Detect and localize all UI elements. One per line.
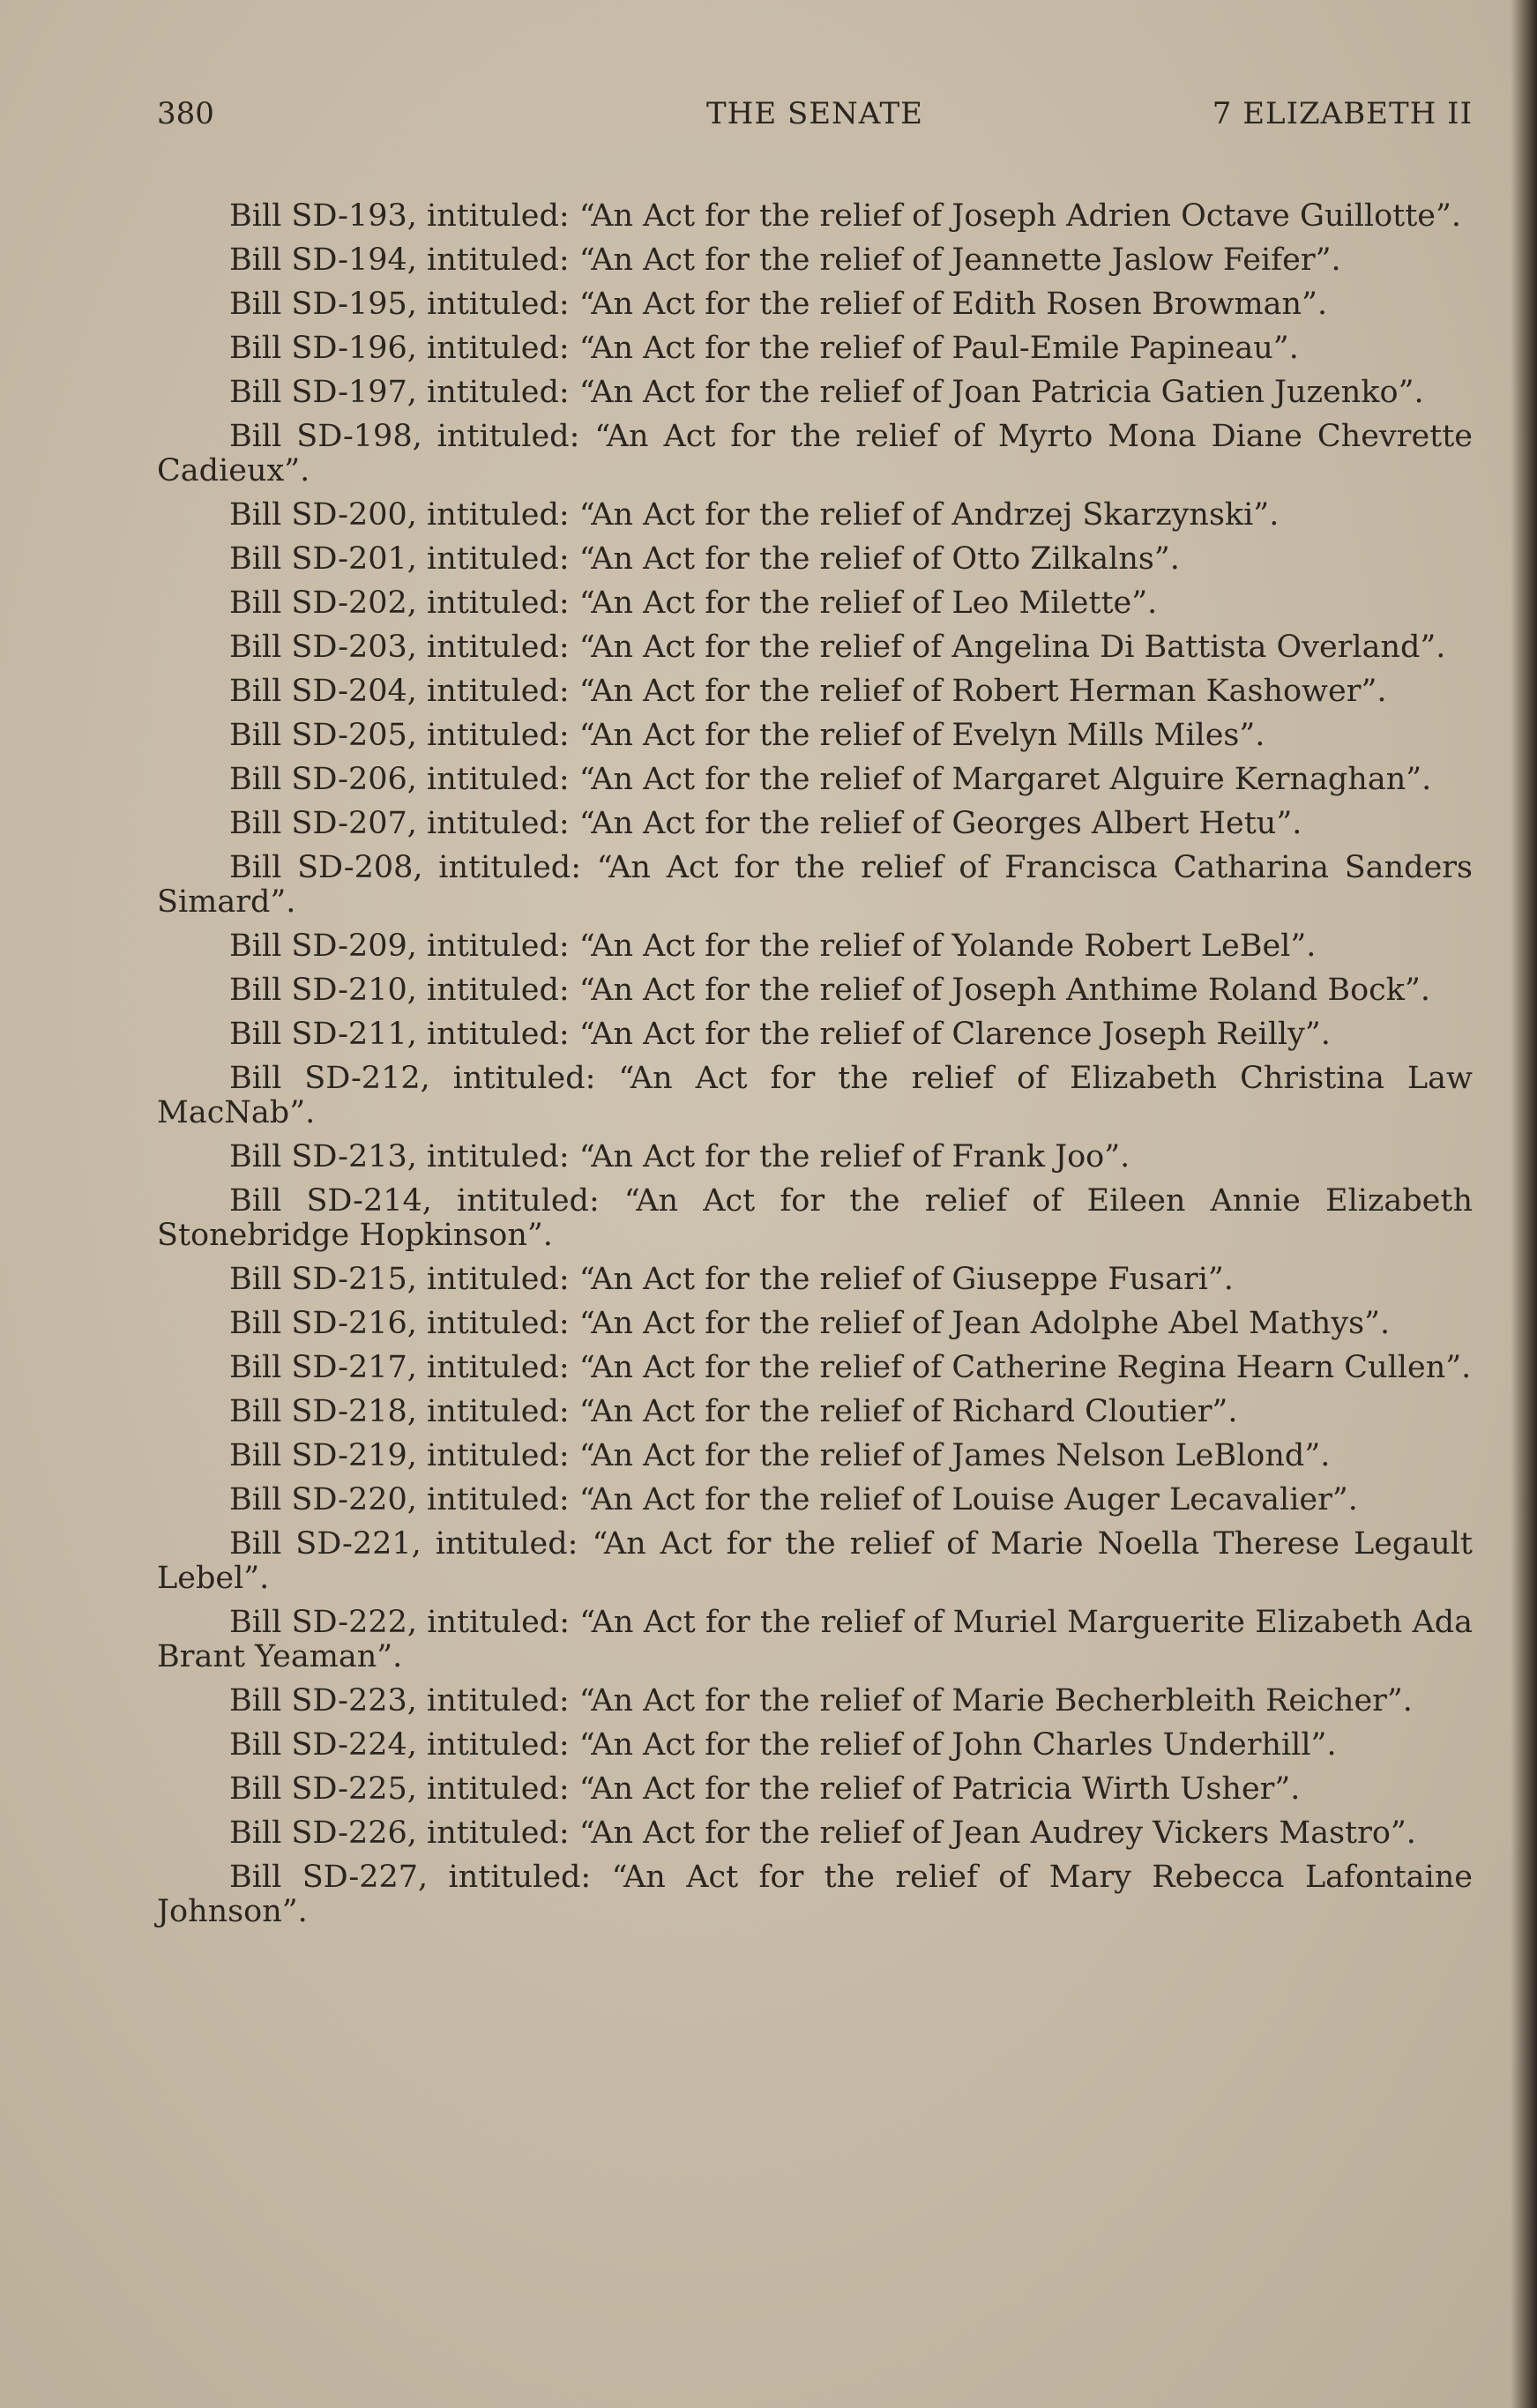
bill-entry: Bill SD-193, intituled: “An Act for the relief of Joseph Adrien Octave Guillotte”. [229,198,1462,234]
bill-entry: Bill SD-197, intituled: “An Act for the relief of Joan Patricia Gatien Juzenko”. [229,375,1424,410]
bill-entry: Bill SD-227, intituled: “An Act for the relief of Mary Rebecca Lafontaine Johnson”. [157,1860,1473,1929]
bill-entry: Bill SD-200, intituled: “An Act for the relief of Andrzej Skarzynski”. [229,497,1280,533]
bill-entry: Bill SD-216, intituled: “An Act for the relief of Jean Adolphe Abel Mathys”. [229,1306,1391,1341]
bill-entry: Bill SD-225, intituled: “An Act for the relief of Patricia Wirth Usher”. [229,1771,1301,1807]
bill-entry: Bill SD-220, intituled: “An Act for the relief of Louise Auger Lecavalier”. [229,1482,1358,1517]
bill-entry: Bill SD-208, intituled: “An Act for the relief of Francisca Catharina Sanders Simard”. [157,850,1473,920]
bill-entry: Bill SD-201, intituled: “An Act for the relief of Otto Zilkalns”. [229,541,1180,577]
bill-entry: Bill SD-226, intituled: “An Act for the relief of Jean Audrey Vickers Mastro”. [229,1815,1416,1851]
page-binding-edge [1511,0,1537,2408]
page-number: 380 [157,96,214,131]
bill-entry: Bill SD-221, intituled: “An Act for the relief of Marie Noella Therese Legault Lebel”. [157,1526,1473,1596]
bill-entry: Bill SD-195, intituled: “An Act for the relief of Edith Rosen Browman”. [229,287,1328,322]
bill-entry: Bill SD-209, intituled: “An Act for the relief of Yolande Robert LeBel”. [229,928,1317,964]
bill-entry: Bill SD-219, intituled: “An Act for the relief of James Nelson LeBlond”. [229,1438,1331,1473]
bill-entry: Bill SD-210, intituled: “An Act for the relief of Joseph Anthime Roland Bock”. [229,973,1430,1008]
page-header-title: THE SENATE [705,96,923,131]
bill-entry: Bill SD-207, intituled: “An Act for the relief of Georges Albert Hetu”. [229,806,1302,841]
bill-entry: Bill SD-196, intituled: “An Act for the relief of Paul-Emile Papineau”. [229,331,1299,366]
bill-entry: Bill SD-222, intituled: “An Act for the relief of Muriel Marguerite Elizabeth Ada Brant Yeaman”. [157,1605,1473,1674]
bill-entry: Bill SD-214, intituled: “An Act for the relief of Eileen Annie Elizabeth Stonebridge Hopkinson”. [157,1183,1473,1253]
bill-entry: Bill SD-218, intituled: “An Act for the relief of Richard Cloutier”. [229,1394,1238,1429]
bill-entry: Bill SD-198, intituled: “An Act for the relief of Myrto Mona Diane Chevrette Cadieux”. [157,419,1473,488]
bill-entry: Bill SD-204, intituled: “An Act for the relief of Robert Herman Kashower”. [229,674,1387,709]
bill-entry: Bill SD-223, intituled: “An Act for the relief of Marie Becherbleith Reicher”. [229,1683,1413,1718]
bill-entry: Bill SD-212, intituled: “An Act for the relief of Elizabeth Christina Law MacNab”. [157,1061,1473,1130]
bill-entry: Bill SD-206, intituled: “An Act for the relief of Margaret Alguire Kernaghan”. [229,762,1432,797]
bill-entry: Bill SD-211, intituled: “An Act for the relief of Clarence Joseph Reilly”. [229,1017,1331,1052]
bill-list [157,199,1473,1939]
bill-entry: Bill SD-213, intituled: “An Act for the relief of Frank Joo”. [229,1139,1130,1174]
bill-entry: Bill SD-194, intituled: “An Act for the relief of Jeannette Jaslow Feifer”. [229,242,1341,278]
bill-entry: Bill SD-217, intituled: “An Act for the relief of Catherine Regina Hearn Cullen”. [229,1350,1472,1385]
running-head [157,92,1473,136]
bill-entry: Bill SD-205, intituled: “An Act for the relief of Evelyn Mills Miles”. [229,718,1265,753]
bill-entry: Bill SD-215, intituled: “An Act for the relief of Giuseppe Fusari”. [229,1262,1234,1297]
bill-entry: Bill SD-203, intituled: “An Act for the relief of Angelina Di Battista Overland”. [229,630,1446,665]
bill-entry: Bill SD-224, intituled: “An Act for the relief of John Charles Underhill”. [229,1727,1337,1763]
bill-entry: Bill SD-202, intituled: “An Act for the relief of Leo Milette”. [229,585,1158,621]
regnal-year: 7 ELIZABETH II [1212,96,1473,131]
